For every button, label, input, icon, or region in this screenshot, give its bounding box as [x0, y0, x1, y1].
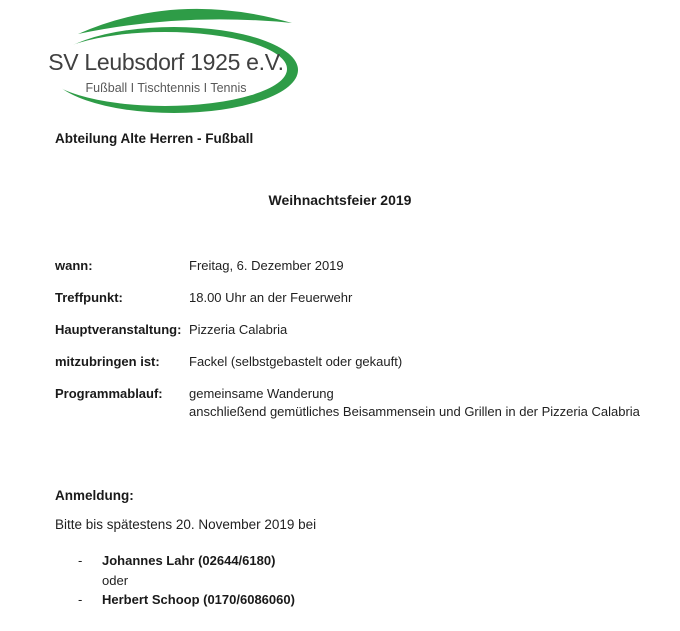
detail-label: Hauptveranstaltung:: [55, 322, 182, 337]
program-line-1: gemeinsame Wanderung: [189, 386, 334, 401]
detail-label: Programmablauf:: [55, 386, 163, 401]
detail-row-wann: [55, 257, 344, 275]
connector-oder: oder: [102, 573, 129, 588]
document-title: Weihnachtsfeier 2019: [268, 192, 412, 208]
bullet-dash: -: [78, 592, 83, 607]
registration-heading: Anmeldung:: [55, 488, 134, 503]
contact-connector-line: [78, 572, 128, 590]
club-logo: [0, 0, 340, 125]
bullet-dash: -: [78, 553, 83, 568]
detail-row-hauptveranstaltung: [55, 321, 287, 339]
detail-row-treffpunkt: [55, 289, 352, 307]
detail-value: 18.00 Uhr an der Feuerwehr: [189, 290, 353, 305]
contact-name-johannes-lahr: Johannes Lahr (02644/6180): [102, 553, 276, 568]
detail-value: Fackel (selbstgebastelt oder gekauft): [189, 354, 403, 369]
contact-item-1: [78, 552, 275, 570]
detail-label: wann:: [55, 258, 93, 273]
registration-intro: Bitte bis spätestens 20. November 2019 bei: [55, 517, 317, 532]
detail-value: [189, 385, 640, 421]
contact-name-herbert-schoop: Herbert Schoop (0170/6086060): [102, 592, 295, 607]
program-line-2: anschließend gemütliches Beisammensein und Grillen in der Pizzeria Calabria: [189, 404, 640, 419]
club-departments: Fußball I Tischtennis I Tennis: [85, 81, 247, 95]
department-heading: Abteilung Alte Herren - Fußball: [55, 131, 254, 146]
contact-item-2: [78, 591, 295, 609]
detail-row-mitzubringen: [55, 353, 402, 371]
bullet-spacer: [78, 572, 102, 590]
detail-label: Treffpunkt:: [55, 290, 123, 305]
detail-value: Freitag, 6. Dezember 2019: [189, 258, 344, 273]
club-name: SV Leubsdorf 1925 e.V.: [48, 49, 284, 75]
detail-row-programmablauf: [55, 385, 640, 421]
detail-label: mitzubringen ist:: [55, 354, 160, 369]
detail-value: Pizzeria Calabria: [189, 322, 288, 337]
